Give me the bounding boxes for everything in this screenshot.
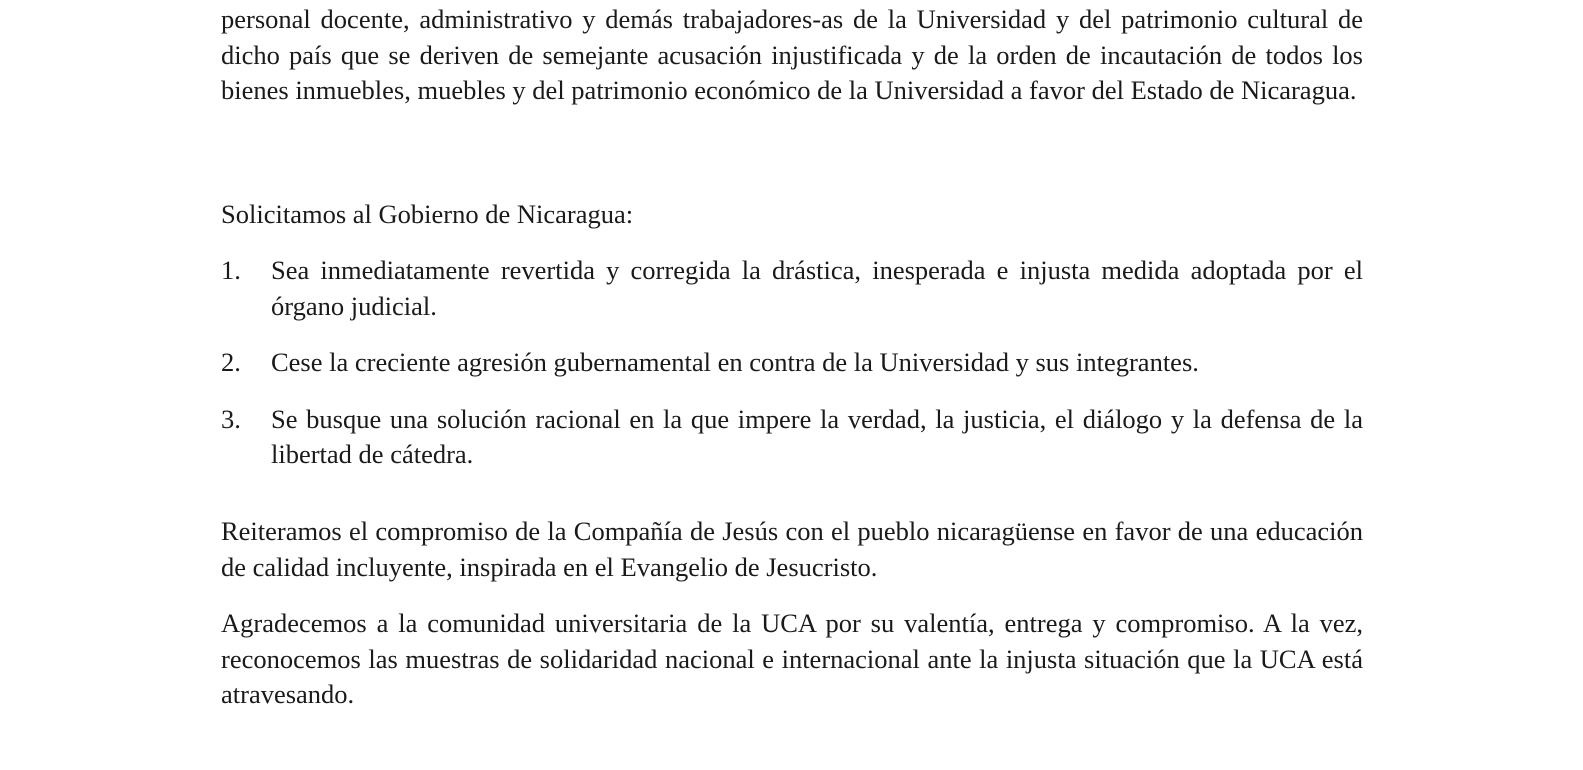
intro-paragraph: personal docente, administrativo y demás trabajadores-as de la Universidad y del patrimonio cultural de dicho país que se deriven de semejante acusación injustificada y de la orden de incautación de todos los bienes inmuebles, muebles y del patrimonio económico de la Universidad a favor del Estado de Nicaragua. — [221, 4, 1363, 105]
list-item — [221, 402, 1363, 473]
list-item — [221, 345, 1363, 381]
list-item-number: 1. — [221, 255, 241, 285]
commitment-paragraph: Reiteramos el compromiso de la Compañía de Jesús con el pueblo nicaragüense en favor de una educación de calidad incluyente, inspirada en el Evangelio de Jesucristo. — [221, 516, 1363, 582]
list-item-number: 3. — [221, 403, 241, 434]
list-item-text: Cese la creciente agresión gubernamental en contra de la Universidad y sus integrantes. — [271, 347, 1199, 377]
list-item-text: Sea inmediatamente revertida y corregida la drástica, inesperada e injusta medida adoptada por el órgano judicial. — [271, 255, 1363, 321]
request-list — [221, 253, 1363, 494]
request-heading: Solicitamos al Gobierno de Nicaragua: — [221, 199, 634, 229]
thanks-paragraph: Agradecemos a la comunidad universitaria de la UCA por su valentía, entrega y compromiso. A la vez, reconocemos las muestras de solidaridad nacional e internacional ante la injusta situación que la UCA está atravesando. — [221, 608, 1363, 709]
list-item-text: Se busque una solución racional en la que impere la verdad, la justicia, el diálogo y la defensa de la libertad de cátedra. — [271, 403, 1363, 469]
list-item-number: 2. — [221, 347, 241, 377]
list-item — [221, 253, 1363, 324]
